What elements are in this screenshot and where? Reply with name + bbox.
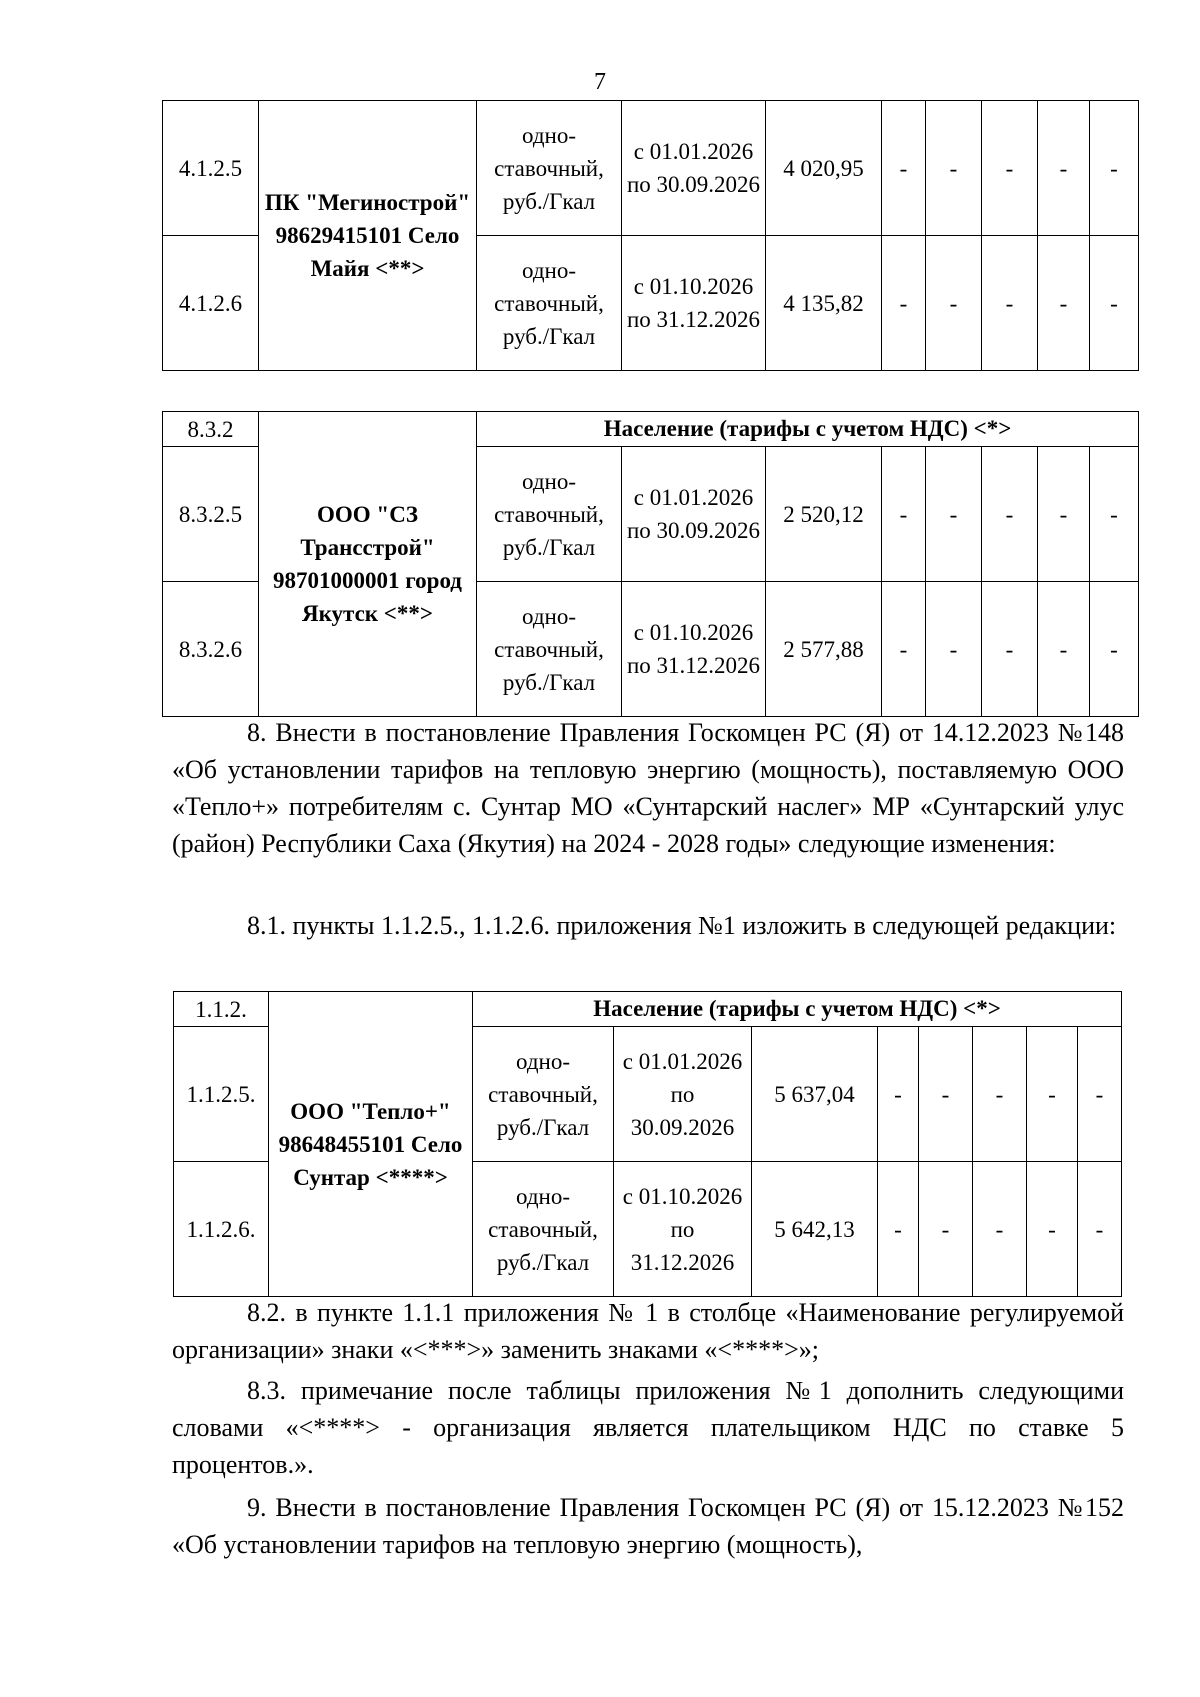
tariff-period [622, 101, 766, 236]
group-code: 1.1.2. [174, 992, 269, 1027]
empty-cell: - [878, 1162, 919, 1297]
empty-cell: - [926, 447, 982, 582]
empty-cell: - [1078, 1027, 1122, 1162]
paragraph-8-3: 8.3. примечание после таблицы приложения №1 дополнить следующими словами «<****> - организация является плательщиком НДС по ставке 5 процентов.». [172, 1376, 1124, 1479]
tariff-type: одно-ставочный, руб./Гкал [477, 101, 622, 236]
page-number: 7 [594, 69, 606, 95]
row-code: 1.1.2.5. [174, 1027, 269, 1162]
table-header-row [174, 992, 1122, 1027]
tariff-period [622, 447, 766, 582]
paragraph-8: 8. Внести в постановление Правления Госкомцен РС (Я) от 14.12.2023 №148 «Об установлении тарифов на тепловую энергию (мощность), поставляемую ООО «Тепло+» потребителям с. Сунтар МО «Сунтарский наслег» МР «Сунтарский улус (район) Республики Саха (Якутия) на 2024 - 2028 годы» следующие изменения: [172, 718, 1124, 858]
empty-cell: - [982, 582, 1038, 717]
empty-cell: - [882, 236, 926, 371]
empty-cell: - [982, 101, 1038, 236]
tariff-table-teplo [173, 991, 1122, 1297]
row-code: 1.1.2.6. [174, 1162, 269, 1297]
period-from: с 01.10.2026 [633, 620, 754, 645]
empty-cell: - [882, 447, 926, 582]
empty-cell: - [973, 1027, 1027, 1162]
tariff-value: 2 577,88 [766, 582, 882, 717]
tariff-type: одно-ставочный, руб./Гкал [473, 1162, 614, 1297]
period-to: по 31.12.2026 [626, 653, 761, 678]
period-from: с 01.01.2026 [633, 139, 754, 164]
row-code: 4.1.2.6 [163, 236, 259, 371]
empty-cell: - [882, 101, 926, 236]
period-to: по 30.09.2026 [626, 172, 761, 197]
tariff-period [622, 236, 766, 371]
paragraph-8-2: 8.2. в пункте 1.1.1 приложения № 1 в столбце «Наименование регулируемой организации» знаки «<***>» заменить знаками «<****>»; [172, 1298, 1124, 1364]
empty-cell: - [973, 1162, 1027, 1297]
empty-cell: - [919, 1162, 973, 1297]
empty-cell: - [1090, 447, 1139, 582]
period-from: с 01.01.2026 [622, 1048, 743, 1074]
empty-cell: - [1027, 1162, 1078, 1297]
empty-cell: - [919, 1027, 973, 1162]
empty-cell: - [1078, 1162, 1122, 1297]
period-to: по 30.09.2026 [630, 1081, 735, 1140]
paragraph-9: 9. Внести в постановление Правления Госкомцен РС (Я) от 15.12.2023 №152 «Об установлении тарифов на тепловую энергию (мощность), [172, 1493, 1124, 1559]
organization-name: ООО "Тепло+" 98648455101 Село Сунтар <****> [269, 992, 473, 1297]
empty-cell: - [1038, 447, 1090, 582]
tariff-type: одно-ставочный, руб./Гкал [477, 236, 622, 371]
period-from: с 01.10.2026 [633, 274, 754, 299]
tariff-value: 4 135,82 [766, 236, 882, 371]
empty-cell: - [982, 447, 1038, 582]
empty-cell: - [1027, 1027, 1078, 1162]
group-title: Население (тарифы с учетом НДС) <*> [477, 412, 1139, 447]
empty-cell: - [926, 582, 982, 717]
row-code: 8.3.2.6 [163, 582, 259, 717]
tariff-type: одно-ставочный, руб./Гкал [477, 582, 622, 717]
period-from: с 01.01.2026 [633, 485, 754, 510]
organization-name: ПК "Мегинострой" 98629415101 Село Майя <**> [259, 101, 477, 371]
empty-cell: - [1038, 582, 1090, 717]
tariff-value: 5 637,04 [752, 1027, 878, 1162]
table-header-row [163, 412, 1139, 447]
period-from: с 01.10.2026 [622, 1183, 743, 1209]
tariff-type: одно-ставочный, руб./Гкал [477, 447, 622, 582]
empty-cell: - [926, 236, 982, 371]
empty-cell: - [1090, 236, 1139, 371]
tariff-period [614, 1027, 752, 1162]
empty-cell: - [926, 101, 982, 236]
table-row [163, 101, 1139, 236]
period-to: по 31.12.2026 [630, 1216, 735, 1275]
row-code: 4.1.2.5 [163, 101, 259, 236]
group-code: 8.3.2 [163, 412, 259, 447]
empty-cell: - [1038, 101, 1090, 236]
tariff-type: одно-ставочный, руб./Гкал [473, 1027, 614, 1162]
tariff-value: 4 020,95 [766, 101, 882, 236]
tariff-period [614, 1162, 752, 1297]
group-title: Население (тарифы с учетом НДС) <*> [473, 992, 1122, 1027]
tariff-table-megino [162, 100, 1139, 371]
organization-name: ООО "СЗ Трансстрой" 98701000001 город Якутск <**> [259, 412, 477, 717]
tariff-table-transstroy [162, 411, 1139, 717]
row-code: 8.3.2.5 [163, 447, 259, 582]
period-to: по 30.09.2026 [626, 518, 761, 543]
paragraph-8-1: 8.1. пункты 1.1.2.5., 1.1.2.6. приложения №1 изложить в следующей редакции: [247, 911, 1117, 940]
empty-cell: - [882, 582, 926, 717]
empty-cell: - [982, 236, 1038, 371]
period-to: по 31.12.2026 [626, 307, 761, 332]
empty-cell: - [878, 1027, 919, 1162]
tariff-value: 5 642,13 [752, 1162, 878, 1297]
tariff-value: 2 520,12 [766, 447, 882, 582]
empty-cell: - [1090, 582, 1139, 717]
empty-cell: - [1090, 101, 1139, 236]
tariff-period [622, 582, 766, 717]
empty-cell: - [1038, 236, 1090, 371]
